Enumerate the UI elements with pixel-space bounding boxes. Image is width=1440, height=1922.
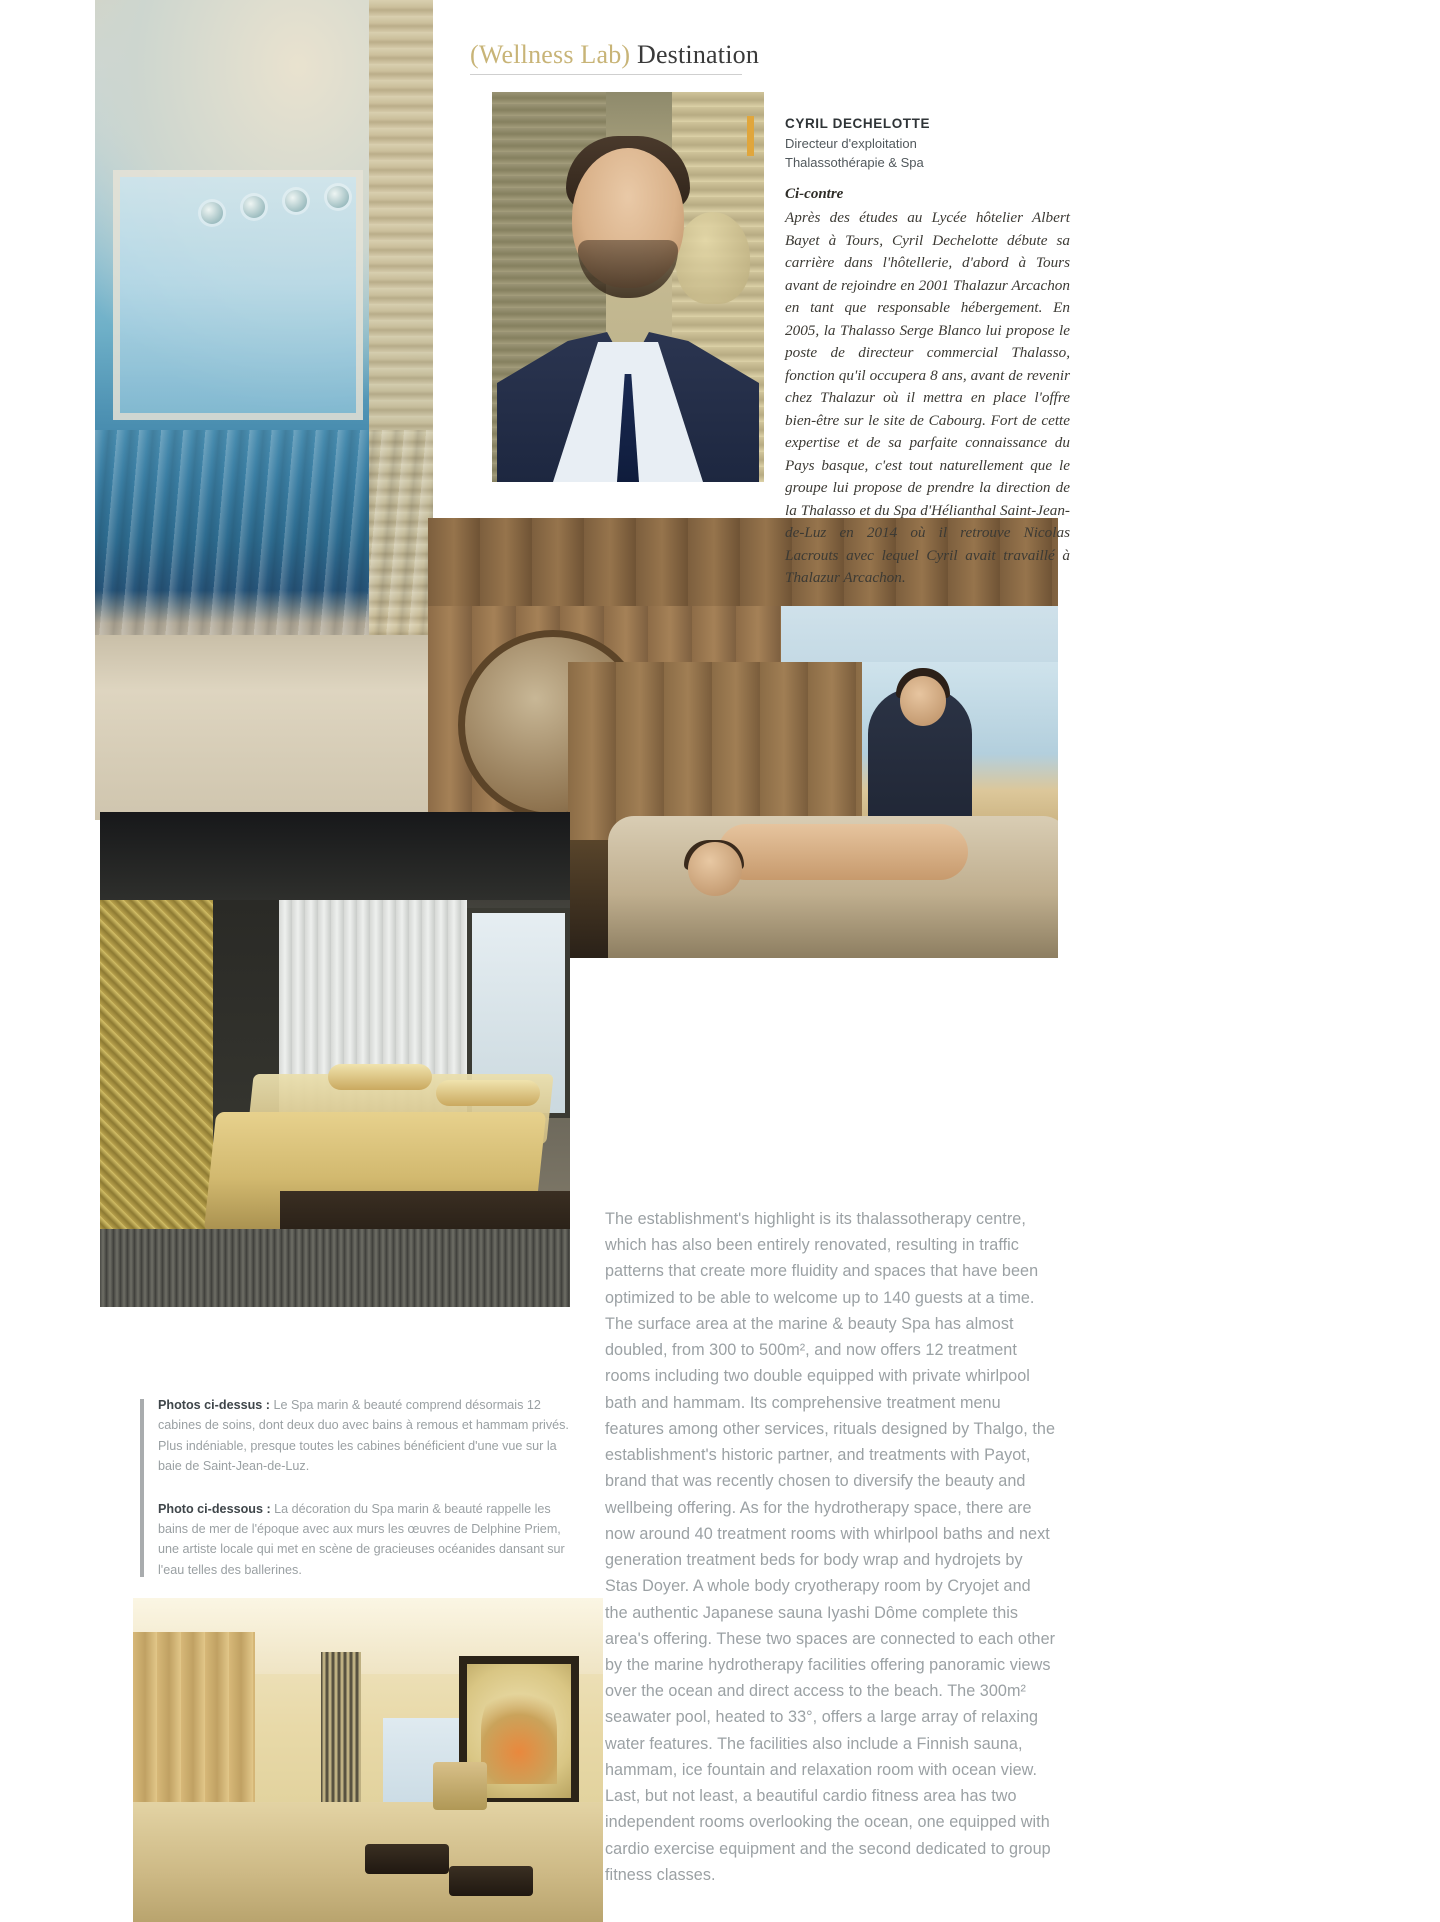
person-info-block [785,114,1065,173]
indoor-pool-photo [95,0,433,820]
massage-photo [568,662,1058,958]
page-title: Destination [636,40,760,69]
caption-accent-bar [140,1399,144,1577]
page-header [470,40,759,70]
person-role: Directeur d'exploitation [785,135,917,151]
gold-accent-bar [747,116,754,156]
caption-item [158,1499,580,1581]
biography-text: Après des études au Lycée hôtelier Albert Bayet à Tours, Cyril Dechelotte débute sa carrière dans l'hôtellerie, d'abord à Tours avant de rejoindre en 2001 Thalazur Arcachon en tant que responsable hébergement. En 2005, la Thalasso Serge Blanco lui propose le poste de directeur commercial Thalasso, fonction qu'il occupera 8 ans, avant de revenir chez Thalazur où il mettra en place l'offre bien-être sur le site de Cabourg. Fort de cette expertise et de sa parfaite connaissance du Pays basque, c'est tout naturellement que le groupe lui propose de prendre la direction de la Thalasso et du Spa d'Hélianthal Saint-Jean-de-Luz en 2014 où il retrouve Nicolas Lacrouts avec lequel Cyril avait travaillé à Thalazur Arcachon. [785,209,1070,586]
english-body-text: The establishment's highlight is its thalassotherapy centre, which has also been entirely renovated, resulting in traffic patterns that create more fluidity and spaces that have been optimized to be able to welcome up to 140 guests at a time. The surface area at the marine & beauty Spa has almost doubled, from 300 to 500m², and now offers 12 treatment rooms including two double equipped with private whirlpool bath and hammam. Its comprehensive treatment menu features among other services, rituals designed by Thalgo, the establishment's historic partner, and treatments with Payot, brand that was recently chosen to diversify the beauty and wellbeing offering. As for the hydrotherapy space, there are now around 40 treatment rooms with whirlpool baths and next generation treatment beds for body wrap and hydrojets by Stas Doyer. A whole body cryotherapy room by Cryojet and the authentic Japanese sauna Iyashi Dôme complete this area's offering. These two spaces are connected to each other by the marine hydrotherapy facilities offering panoramic views over the ocean and direct access to the beach. The 300m² seawater pool, heated to 33°, offers a large array of relaxing water features. The facilities also include a Finnish sauna, hammam, ice fountain and relaxation room with ocean view. Last, but not least, a beautiful cardio fitness area has two independent rooms overlooking the ocean, one equipped with cardio exercise equipment and the second dedicated to group fitness classes. [605,1210,1056,1884]
person-name: CYRIL DECHELOTTE [785,116,931,131]
header-divider [470,74,742,75]
header-kicker: (Wellness Lab) [470,40,631,69]
caption-item [158,1395,580,1477]
caption-label: Photo ci-dessous : [158,1501,271,1516]
caption-label: Photos ci-dessus : [158,1398,270,1412]
spa-cabin-photo [100,812,570,1307]
caption-text: Le Spa marin & beauté comprend désormais 12 cabines de soins, dont deux duo avec bains à remous et hammam privés. Plus indéniable, presque toutes les cabines bénéficient d'une vue sur la baie de Saint-Jean-de-Luz. [158,1398,569,1474]
biography-heading: Ci-contre [785,186,844,202]
caption-block [140,1395,580,1580]
person-department: Thalassothérapie & Spa [785,155,924,171]
spa-lobby-photo [133,1598,603,1922]
portrait-photo [492,92,764,482]
biography-block [785,186,1070,590]
caption-text: La décoration du Spa marin & beauté rappelle les bains de mer de l'époque avec aux murs les œuvres de Delphine Priem, une artiste locale qui met en scène de gracieuses océanides dansant sur l'eau telles des ballerines. [158,1501,565,1577]
